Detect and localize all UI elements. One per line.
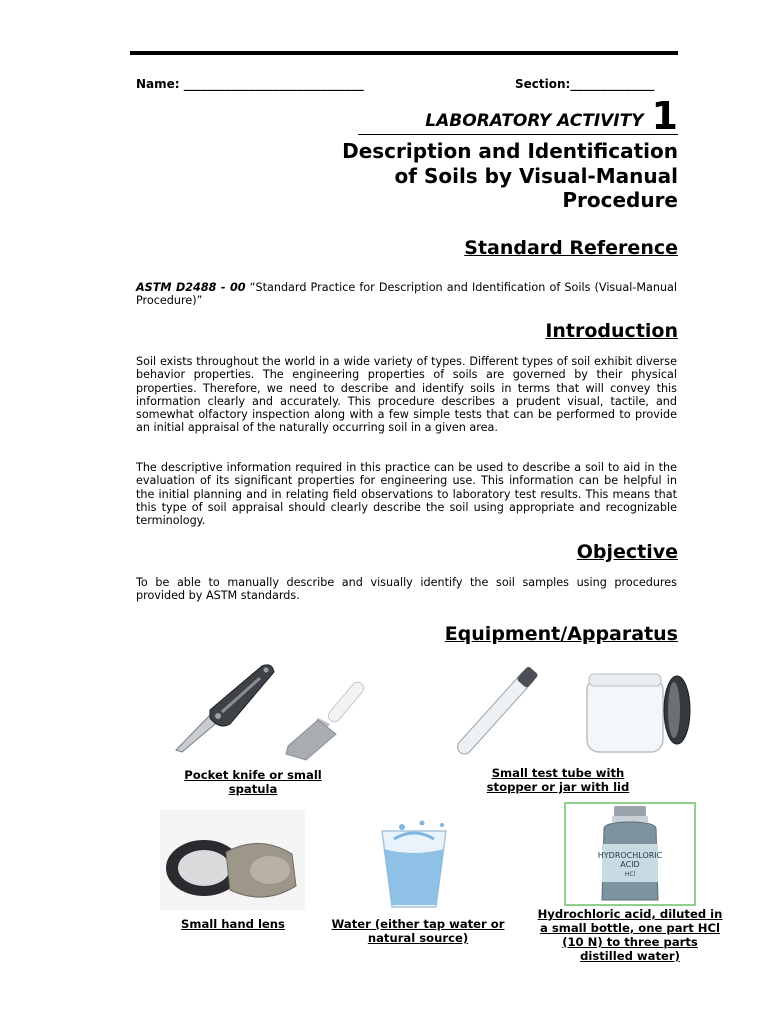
hand-lens-icon <box>166 840 296 897</box>
glass-jar-icon <box>587 674 690 752</box>
hand-lens-caption <box>166 917 300 931</box>
test-tube-jar-image <box>455 660 700 760</box>
caption-line: a small bottle, one part HCl <box>540 921 720 935</box>
standard-title: “Standard Practice for Description and Identification of Soils (Visual-Manual Procedure)” <box>136 281 677 308</box>
title-line: Procedure <box>562 188 678 212</box>
top-rule <box>130 51 678 55</box>
equipment-heading: Equipment/Apparatus <box>444 623 678 645</box>
test-tube-icon <box>455 666 539 757</box>
caption-line: distilled water) <box>580 949 680 963</box>
caption-line: spatula <box>228 782 278 796</box>
astm-code: ASTM D2488 - 00 <box>136 281 246 294</box>
bottle-label-text: HYDROCHLORIC <box>597 851 663 860</box>
title-line: of Soils by Visual-Manual <box>394 163 678 188</box>
introduction-heading: Introduction <box>545 320 678 342</box>
activity-number: 1 <box>651 94 678 138</box>
water-caption <box>322 917 514 945</box>
hcl-caption <box>528 907 732 963</box>
bottle-label-text: ACID <box>620 860 640 869</box>
introduction-paragraph-1: Soil exists throughout the world in a wide variety of types. Different types of soil exhibit diverse behavior properties. The engineering properties of soils are governed by their physical properties. Therefore, we need to describe and identify soils in terms that will convey this information clearly and accurately. This procedure describes a prudent visual, tactile, and somewhat olfactory inspection along with a few simple tests that can be performed to provide an initial appraisal of the naturally occurring soil in a given area. <box>136 355 677 435</box>
standard-reference-text <box>136 281 677 308</box>
objective-text: To be able to manually describe and visually identify the soil samples using procedures provided by ASTM standards. <box>136 576 677 603</box>
caption-line: natural source) <box>367 931 469 945</box>
objective-heading: Objective <box>576 541 678 563</box>
activity-title <box>258 139 678 213</box>
water-glass-image <box>372 817 462 912</box>
caption-line: Pocket knife or small <box>184 768 322 782</box>
hcl-bottle-image <box>564 802 696 906</box>
caption-line: Small test tube with <box>491 766 625 780</box>
acid-bottle-icon <box>598 806 663 900</box>
pocket-knife-icon <box>176 665 274 752</box>
pocket-knife-spatula-image <box>170 658 400 768</box>
hand-lens-image <box>160 810 305 910</box>
name-field-label: Name: ______________________________ <box>136 77 364 91</box>
introduction-paragraph-2: The descriptive information required in this practice can be used to describe a soil to aid in the evaluation of its significant properties for engineering use. This information can be helpful in the initial planning and in relating field observations to laboratory test results. This means that this type of soil appraisal should clearly describe the soil using appropriate and recognizable terminology. <box>136 461 677 528</box>
caption-line: Hydrochloric acid, diluted in <box>537 907 723 921</box>
caption-line: Small hand lens <box>181 917 285 931</box>
activity-label: LABORATORY ACTIVITY <box>425 111 644 131</box>
knife-caption <box>168 768 338 796</box>
caption-line: stopper or jar with lid <box>486 780 630 794</box>
spatula-icon <box>286 680 366 760</box>
water-glass-icon <box>382 821 446 908</box>
activity-header <box>358 94 678 138</box>
caption-line: (10 N) to three parts <box>562 935 698 949</box>
standard-reference-heading: Standard Reference <box>464 237 678 259</box>
section-field-label: Section:______________ <box>515 77 655 91</box>
title-line: Description and Identification <box>342 139 678 163</box>
test-tube-caption <box>468 766 648 794</box>
caption-line: Water (either tap water or <box>331 917 505 931</box>
bottle-sublabel-text: HCl <box>624 871 636 878</box>
